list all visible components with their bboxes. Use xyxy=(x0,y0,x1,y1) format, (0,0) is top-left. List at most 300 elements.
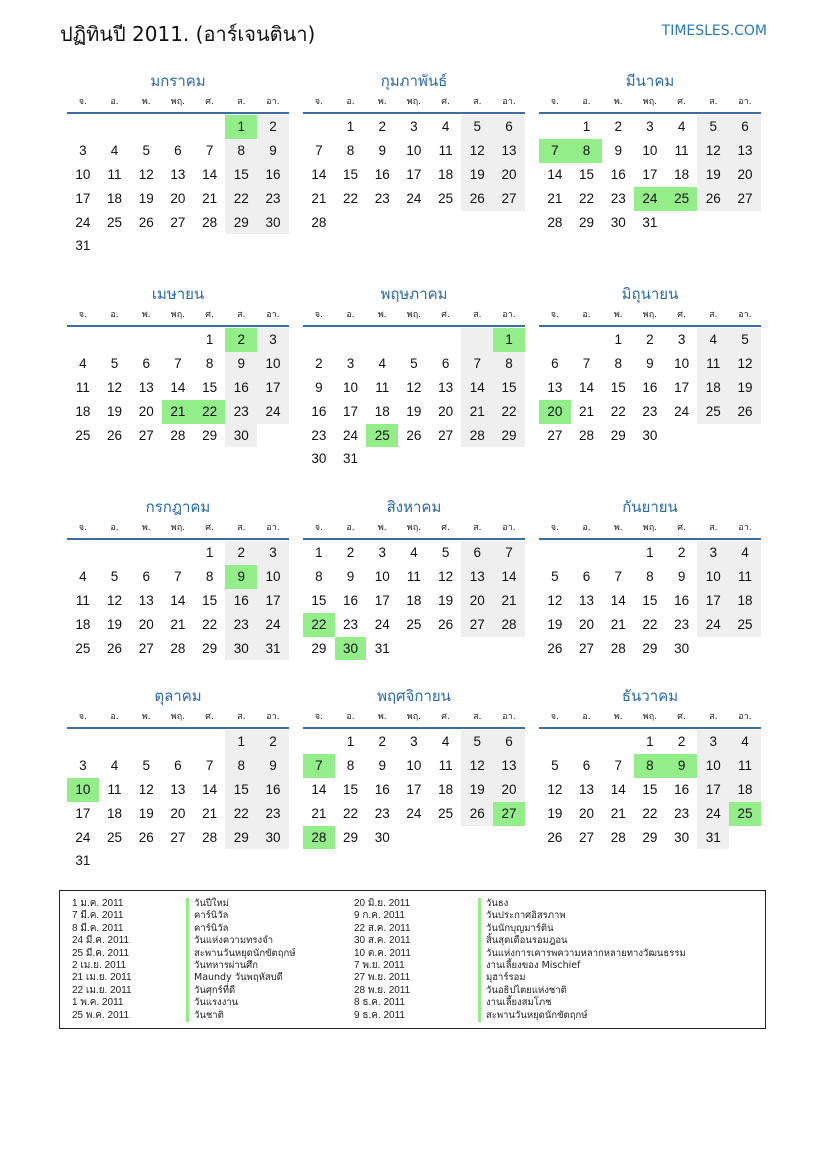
legend-date: 27 พ.ย. 2011 xyxy=(354,972,411,984)
month-block xyxy=(303,496,525,660)
legend-date: 10 ต.ค. 2011 xyxy=(354,947,411,959)
day-cell: 6 xyxy=(729,115,761,139)
month-block xyxy=(303,685,525,849)
empty-cell xyxy=(366,328,398,352)
day-grid xyxy=(303,540,525,660)
day-cell: 25 xyxy=(75,640,91,656)
day-cell: 21 xyxy=(162,400,194,424)
day-cell: 29 xyxy=(311,640,327,656)
day-cell: 24 xyxy=(257,613,289,637)
day-cell: 16 xyxy=(374,781,390,797)
day-cell: 9 xyxy=(315,379,323,395)
day-cell: 26 xyxy=(138,214,154,230)
day-cell: 14 xyxy=(202,166,218,182)
day-cell: 25 xyxy=(697,400,729,424)
day-cell: 5 xyxy=(551,568,559,584)
day-cell: 2 xyxy=(315,355,323,371)
day-cell: 25 xyxy=(75,427,91,443)
day-cell: 22 xyxy=(194,400,226,424)
brand-link[interactable]: TIMESLES.COM xyxy=(661,23,767,39)
day-cell: 4 xyxy=(110,757,119,773)
weekday-label: พ. xyxy=(613,310,623,320)
day-cell: 30 xyxy=(374,829,390,845)
empty-cell xyxy=(602,730,634,754)
empty-cell xyxy=(539,541,571,565)
day-cell: 20 xyxy=(493,778,525,802)
day-cell: 29 xyxy=(642,640,658,656)
day-cell: 2 xyxy=(677,734,686,749)
day-cell: 19 xyxy=(438,592,454,608)
month-block xyxy=(539,685,761,849)
day-cell: 17 xyxy=(343,403,359,419)
day-cell: 12 xyxy=(138,781,154,797)
legend-holiday-name: วันนักบุญมาร์ติน xyxy=(478,923,554,935)
day-cell: 24 xyxy=(374,616,390,632)
day-cell: 18 xyxy=(107,805,123,821)
day-cell: 1 xyxy=(225,730,257,754)
weekday-label: ส. xyxy=(237,97,246,107)
day-cell: 11 xyxy=(107,781,122,797)
legend-date: 25 มี.ค. 2011 xyxy=(72,947,130,959)
day-cell: 22 xyxy=(610,403,626,419)
day-cell: 13 xyxy=(461,565,493,589)
day-cell: 2 xyxy=(378,119,386,134)
day-cell: 4 xyxy=(410,545,418,560)
day-cell: 24 xyxy=(75,829,91,845)
day-cell: 29 xyxy=(225,826,257,850)
day-cell: 22 xyxy=(303,613,335,637)
day-cell: 9 xyxy=(225,352,257,376)
day-cell: 12 xyxy=(461,139,493,163)
day-cell: 21 xyxy=(311,190,327,206)
weekday-label: อา. xyxy=(266,712,280,722)
day-cell: 19 xyxy=(406,403,422,419)
day-cell: 13 xyxy=(170,166,186,182)
weekday-header xyxy=(67,707,289,729)
empty-cell xyxy=(194,234,226,258)
weekday-label: พ. xyxy=(613,523,623,533)
day-cell: 22 xyxy=(642,616,658,632)
day-cell: 24 xyxy=(75,214,91,230)
day-cell: 12 xyxy=(107,592,123,608)
day-cell: 14 xyxy=(547,166,563,182)
day-cell: 19 xyxy=(138,805,154,821)
day-cell: 26 xyxy=(461,802,493,826)
weekday-label: พ. xyxy=(141,310,151,320)
day-cell: 31 xyxy=(257,637,289,661)
day-cell: 10 xyxy=(642,142,658,158)
day-cell: 9 xyxy=(666,754,698,778)
day-cell: 23 xyxy=(374,805,390,821)
day-cell: 28 xyxy=(202,829,218,845)
month-name: สิงหาคม xyxy=(386,498,442,516)
weekday-label: ศ. xyxy=(441,523,450,533)
day-cell: 27 xyxy=(170,829,186,845)
day-cell: 28 xyxy=(461,424,493,448)
day-cell: 5 xyxy=(142,757,150,773)
day-cell: 21 xyxy=(610,805,626,821)
weekday-label: พ. xyxy=(141,712,151,722)
day-cell: 2 xyxy=(225,541,257,565)
weekday-label: อา. xyxy=(502,97,516,107)
weekday-label: อา. xyxy=(266,97,280,107)
day-cell: 5 xyxy=(110,355,119,371)
day-cell: 8 xyxy=(346,142,355,158)
legend-holiday-name: Maundy วันพฤหัสบดี xyxy=(186,972,283,984)
weekday-label: พ. xyxy=(141,97,151,107)
empty-cell xyxy=(335,211,367,235)
day-cell: 27 xyxy=(493,187,525,211)
day-cell: 10 xyxy=(75,166,91,182)
day-cell: 14 xyxy=(610,592,626,608)
day-cell: 20 xyxy=(729,163,761,187)
day-cell: 20 xyxy=(579,616,595,632)
day-cell: 9 xyxy=(646,355,654,371)
day-cell: 6 xyxy=(493,730,525,754)
day-cell: 3 xyxy=(410,119,418,134)
legend-date: 7 พ.ย. 2011 xyxy=(354,960,405,971)
day-cell: 5 xyxy=(441,545,450,560)
weekday-label: อ. xyxy=(110,712,119,722)
day-cell: 6 xyxy=(582,757,591,773)
day-cell: 28 xyxy=(202,214,218,230)
day-cell: 24 xyxy=(697,613,729,637)
day-cell: 27 xyxy=(461,613,493,637)
empty-cell xyxy=(430,447,462,471)
legend-holiday-name: วันแรงงาน xyxy=(186,997,238,1009)
day-cell: 6 xyxy=(142,355,150,371)
weekday-label: อา. xyxy=(738,97,752,107)
day-cell: 14 xyxy=(610,781,626,797)
empty-cell xyxy=(130,541,162,565)
day-cell: 25 xyxy=(729,802,761,826)
empty-cell xyxy=(162,234,194,258)
month-block xyxy=(539,496,761,660)
weekday-label: อ. xyxy=(110,97,119,107)
legend-holiday-name: งานเลี้ยงของ Mischief xyxy=(478,960,580,972)
empty-cell xyxy=(729,826,761,850)
month-name: กุมภาพันธ์ xyxy=(380,72,448,90)
day-cell: 1 xyxy=(493,328,525,352)
weekday-label: ศ. xyxy=(677,712,686,722)
day-cell: 20 xyxy=(138,616,154,632)
day-cell: 10 xyxy=(406,757,422,773)
day-cell: 29 xyxy=(343,829,359,845)
weekday-header xyxy=(67,518,289,540)
weekday-header xyxy=(303,518,525,540)
day-cell: 21 xyxy=(493,589,525,613)
weekday-label: จ. xyxy=(78,712,87,722)
day-cell: 7 xyxy=(205,142,214,158)
day-grid xyxy=(67,114,289,258)
weekday-label: พ. xyxy=(377,310,387,320)
day-cell: 19 xyxy=(461,163,493,187)
day-cell: 27 xyxy=(138,640,154,656)
day-cell: 4 xyxy=(441,734,450,749)
empty-cell xyxy=(162,730,194,754)
day-cell: 22 xyxy=(225,187,257,211)
day-cell: 4 xyxy=(729,541,761,565)
day-cell: 27 xyxy=(579,640,595,656)
day-cell: 7 xyxy=(539,139,571,163)
day-cell: 5 xyxy=(729,328,761,352)
day-cell: 25 xyxy=(107,829,123,845)
empty-cell xyxy=(335,328,367,352)
day-cell: 5 xyxy=(551,757,559,773)
empty-cell xyxy=(697,424,729,448)
empty-cell xyxy=(225,234,257,258)
day-cell: 23 xyxy=(610,190,626,206)
day-cell: 23 xyxy=(257,187,289,211)
day-cell: 8 xyxy=(571,139,603,163)
day-cell: 14 xyxy=(579,379,595,395)
day-cell: 20 xyxy=(138,403,154,419)
day-cell: 1 xyxy=(346,734,355,749)
day-cell: 7 xyxy=(614,757,622,773)
day-cell: 26 xyxy=(547,640,563,656)
weekday-label: พ. xyxy=(377,712,387,722)
day-cell: 12 xyxy=(547,592,563,608)
empty-cell xyxy=(398,328,430,352)
month-name: พฤศจิกายน xyxy=(377,687,451,705)
day-cell: 30 xyxy=(335,637,367,661)
day-cell: 11 xyxy=(729,565,761,589)
day-cell: 15 xyxy=(202,379,218,395)
legend-holiday-name: วันอธิปไตยแห่งชาติ xyxy=(478,985,567,997)
legend-date: 1 ม.ค. 2011 xyxy=(72,898,124,909)
day-cell: 14 xyxy=(493,565,525,589)
day-cell: 5 xyxy=(110,568,119,584)
weekday-header xyxy=(67,92,289,114)
day-cell: 24 xyxy=(697,802,729,826)
day-cell: 11 xyxy=(438,757,453,773)
day-cell: 4 xyxy=(729,730,761,754)
day-cell: 13 xyxy=(547,379,563,395)
day-cell: 10 xyxy=(697,565,729,589)
day-cell: 6 xyxy=(461,541,493,565)
day-cell: 1 xyxy=(646,734,654,749)
day-cell: 19 xyxy=(107,616,123,632)
day-cell: 31 xyxy=(75,853,91,869)
legend-holiday-name: วันทหารผ่านศึก xyxy=(186,960,258,972)
day-cell: 16 xyxy=(343,592,359,608)
legend-date: 25 พ.ค. 2011 xyxy=(72,1009,130,1021)
legend-date: 20 มิ.ย. 2011 xyxy=(354,898,411,909)
day-cell: 16 xyxy=(225,589,257,613)
weekday-header xyxy=(539,518,761,540)
day-cell: 15 xyxy=(642,592,658,608)
empty-cell xyxy=(461,447,493,471)
day-cell: 20 xyxy=(170,805,186,821)
day-cell: 13 xyxy=(438,379,454,395)
day-cell: 25 xyxy=(406,616,422,632)
weekday-label: จ. xyxy=(550,523,559,533)
day-cell: 31 xyxy=(697,826,729,850)
month-block xyxy=(539,283,761,447)
empty-cell xyxy=(67,730,99,754)
day-cell: 17 xyxy=(257,376,289,400)
weekday-label: พฤ. xyxy=(642,712,658,722)
day-cell: 4 xyxy=(697,328,729,352)
day-cell: 26 xyxy=(107,640,123,656)
day-cell: 14 xyxy=(170,592,186,608)
day-cell: 3 xyxy=(646,119,654,134)
day-cell: 31 xyxy=(374,640,390,656)
weekday-label: พ. xyxy=(613,712,623,722)
weekday-label: อ. xyxy=(346,712,355,722)
day-cell: 15 xyxy=(343,781,359,797)
day-cell: 30 xyxy=(257,826,289,850)
empty-cell xyxy=(67,115,99,139)
day-cell: 24 xyxy=(343,427,359,443)
day-cell: 31 xyxy=(75,238,91,254)
day-cell: 2 xyxy=(614,119,622,134)
day-cell: 18 xyxy=(406,592,422,608)
day-cell: 12 xyxy=(547,781,563,797)
day-cell: 9 xyxy=(257,754,289,778)
day-cell: 3 xyxy=(677,332,686,347)
day-cell: 3 xyxy=(378,545,386,560)
weekday-label: พฤ. xyxy=(170,310,186,320)
day-cell: 15 xyxy=(610,379,626,395)
day-cell: 3 xyxy=(697,541,729,565)
day-cell: 6 xyxy=(551,355,559,371)
day-cell: 9 xyxy=(378,142,386,158)
day-cell: 8 xyxy=(205,568,214,584)
weekday-label: พฤ. xyxy=(406,712,422,722)
day-cell: 14 xyxy=(461,376,493,400)
day-cell: 1 xyxy=(205,332,214,347)
day-cell: 22 xyxy=(343,805,359,821)
day-cell: 11 xyxy=(75,379,90,395)
day-cell: 3 xyxy=(79,142,87,158)
holiday-legend xyxy=(59,890,766,1029)
day-cell: 26 xyxy=(547,829,563,845)
empty-cell xyxy=(162,849,194,873)
day-cell: 15 xyxy=(343,166,359,182)
month-name: มิถุนายน xyxy=(621,285,679,303)
empty-cell xyxy=(493,826,525,850)
day-cell: 9 xyxy=(257,139,289,163)
month-name: พฤษภาคม xyxy=(380,285,448,303)
day-cell: 2 xyxy=(378,734,386,749)
weekday-label: จ. xyxy=(314,712,323,722)
day-cell: 29 xyxy=(642,829,658,845)
month-block xyxy=(67,70,289,258)
legend-date: 30 ส.ค. 2011 xyxy=(354,935,411,947)
day-cell: 1 xyxy=(614,332,622,347)
day-cell: 21 xyxy=(202,190,218,206)
day-cell: 20 xyxy=(438,403,454,419)
day-cell: 23 xyxy=(225,400,257,424)
month-name: กันยายน xyxy=(622,498,678,516)
weekday-header xyxy=(539,707,761,729)
day-cell: 26 xyxy=(107,427,123,443)
weekday-label: ศ. xyxy=(205,523,214,533)
day-grid xyxy=(303,729,525,849)
weekday-label: พฤ. xyxy=(642,523,658,533)
empty-cell xyxy=(571,541,603,565)
day-cell: 7 xyxy=(174,355,182,371)
day-cell: 11 xyxy=(75,592,90,608)
day-cell: 26 xyxy=(461,187,493,211)
weekday-label: อา. xyxy=(502,523,516,533)
day-grid xyxy=(303,114,525,234)
day-cell: 23 xyxy=(343,616,359,632)
day-cell: 23 xyxy=(374,190,390,206)
weekday-label: ศ. xyxy=(441,97,450,107)
weekday-label: อ. xyxy=(346,97,355,107)
empty-cell xyxy=(99,115,131,139)
day-cell: 12 xyxy=(697,139,729,163)
day-cell: 24 xyxy=(406,805,422,821)
weekday-label: ส. xyxy=(473,97,482,107)
empty-cell xyxy=(162,115,194,139)
day-cell: 10 xyxy=(406,142,422,158)
day-cell: 12 xyxy=(461,754,493,778)
empty-cell xyxy=(666,211,698,235)
day-cell: 28 xyxy=(610,640,626,656)
empty-cell xyxy=(99,849,131,873)
day-cell: 29 xyxy=(610,427,626,443)
day-cell: 18 xyxy=(374,403,390,419)
day-cell: 26 xyxy=(438,616,454,632)
day-cell: 15 xyxy=(493,376,525,400)
day-cell: 6 xyxy=(142,568,150,584)
day-cell: 25 xyxy=(666,187,698,211)
weekday-label: ส. xyxy=(237,310,246,320)
day-cell: 5 xyxy=(697,115,729,139)
day-cell: 4 xyxy=(677,119,686,134)
day-cell: 30 xyxy=(257,211,289,235)
weekday-label: ส. xyxy=(709,310,718,320)
day-cell: 1 xyxy=(315,545,323,560)
weekday-label: จ. xyxy=(314,97,323,107)
weekday-label: จ. xyxy=(314,310,323,320)
day-cell: 9 xyxy=(677,568,686,584)
weekday-label: ส. xyxy=(473,523,482,533)
day-cell: 24 xyxy=(634,187,666,211)
legend-holiday-name: วันประกาศอิสรภาพ xyxy=(478,910,566,922)
weekday-label: อา. xyxy=(738,310,752,320)
day-cell: 17 xyxy=(75,805,91,821)
weekday-label: ศ. xyxy=(205,310,214,320)
day-cell: 17 xyxy=(406,166,422,182)
day-grid xyxy=(67,540,289,660)
day-cell: 7 xyxy=(205,757,214,773)
day-cell: 10 xyxy=(67,778,99,802)
weekday-label: จ. xyxy=(78,523,87,533)
empty-cell xyxy=(67,328,99,352)
day-cell: 29 xyxy=(225,211,257,235)
day-cell: 20 xyxy=(493,163,525,187)
day-cell: 1 xyxy=(225,115,257,139)
day-cell: 8 xyxy=(634,754,666,778)
empty-cell xyxy=(666,424,698,448)
day-cell: 3 xyxy=(410,734,418,749)
weekday-label: พฤ. xyxy=(406,97,422,107)
day-cell: 29 xyxy=(579,214,595,230)
day-cell: 27 xyxy=(493,802,525,826)
empty-cell xyxy=(99,541,131,565)
day-cell: 13 xyxy=(493,139,525,163)
weekday-label: ส. xyxy=(709,712,718,722)
weekday-label: พฤ. xyxy=(406,523,422,533)
day-cell: 30 xyxy=(610,214,626,230)
day-cell: 21 xyxy=(170,616,186,632)
empty-cell xyxy=(194,849,226,873)
empty-cell xyxy=(729,637,761,661)
